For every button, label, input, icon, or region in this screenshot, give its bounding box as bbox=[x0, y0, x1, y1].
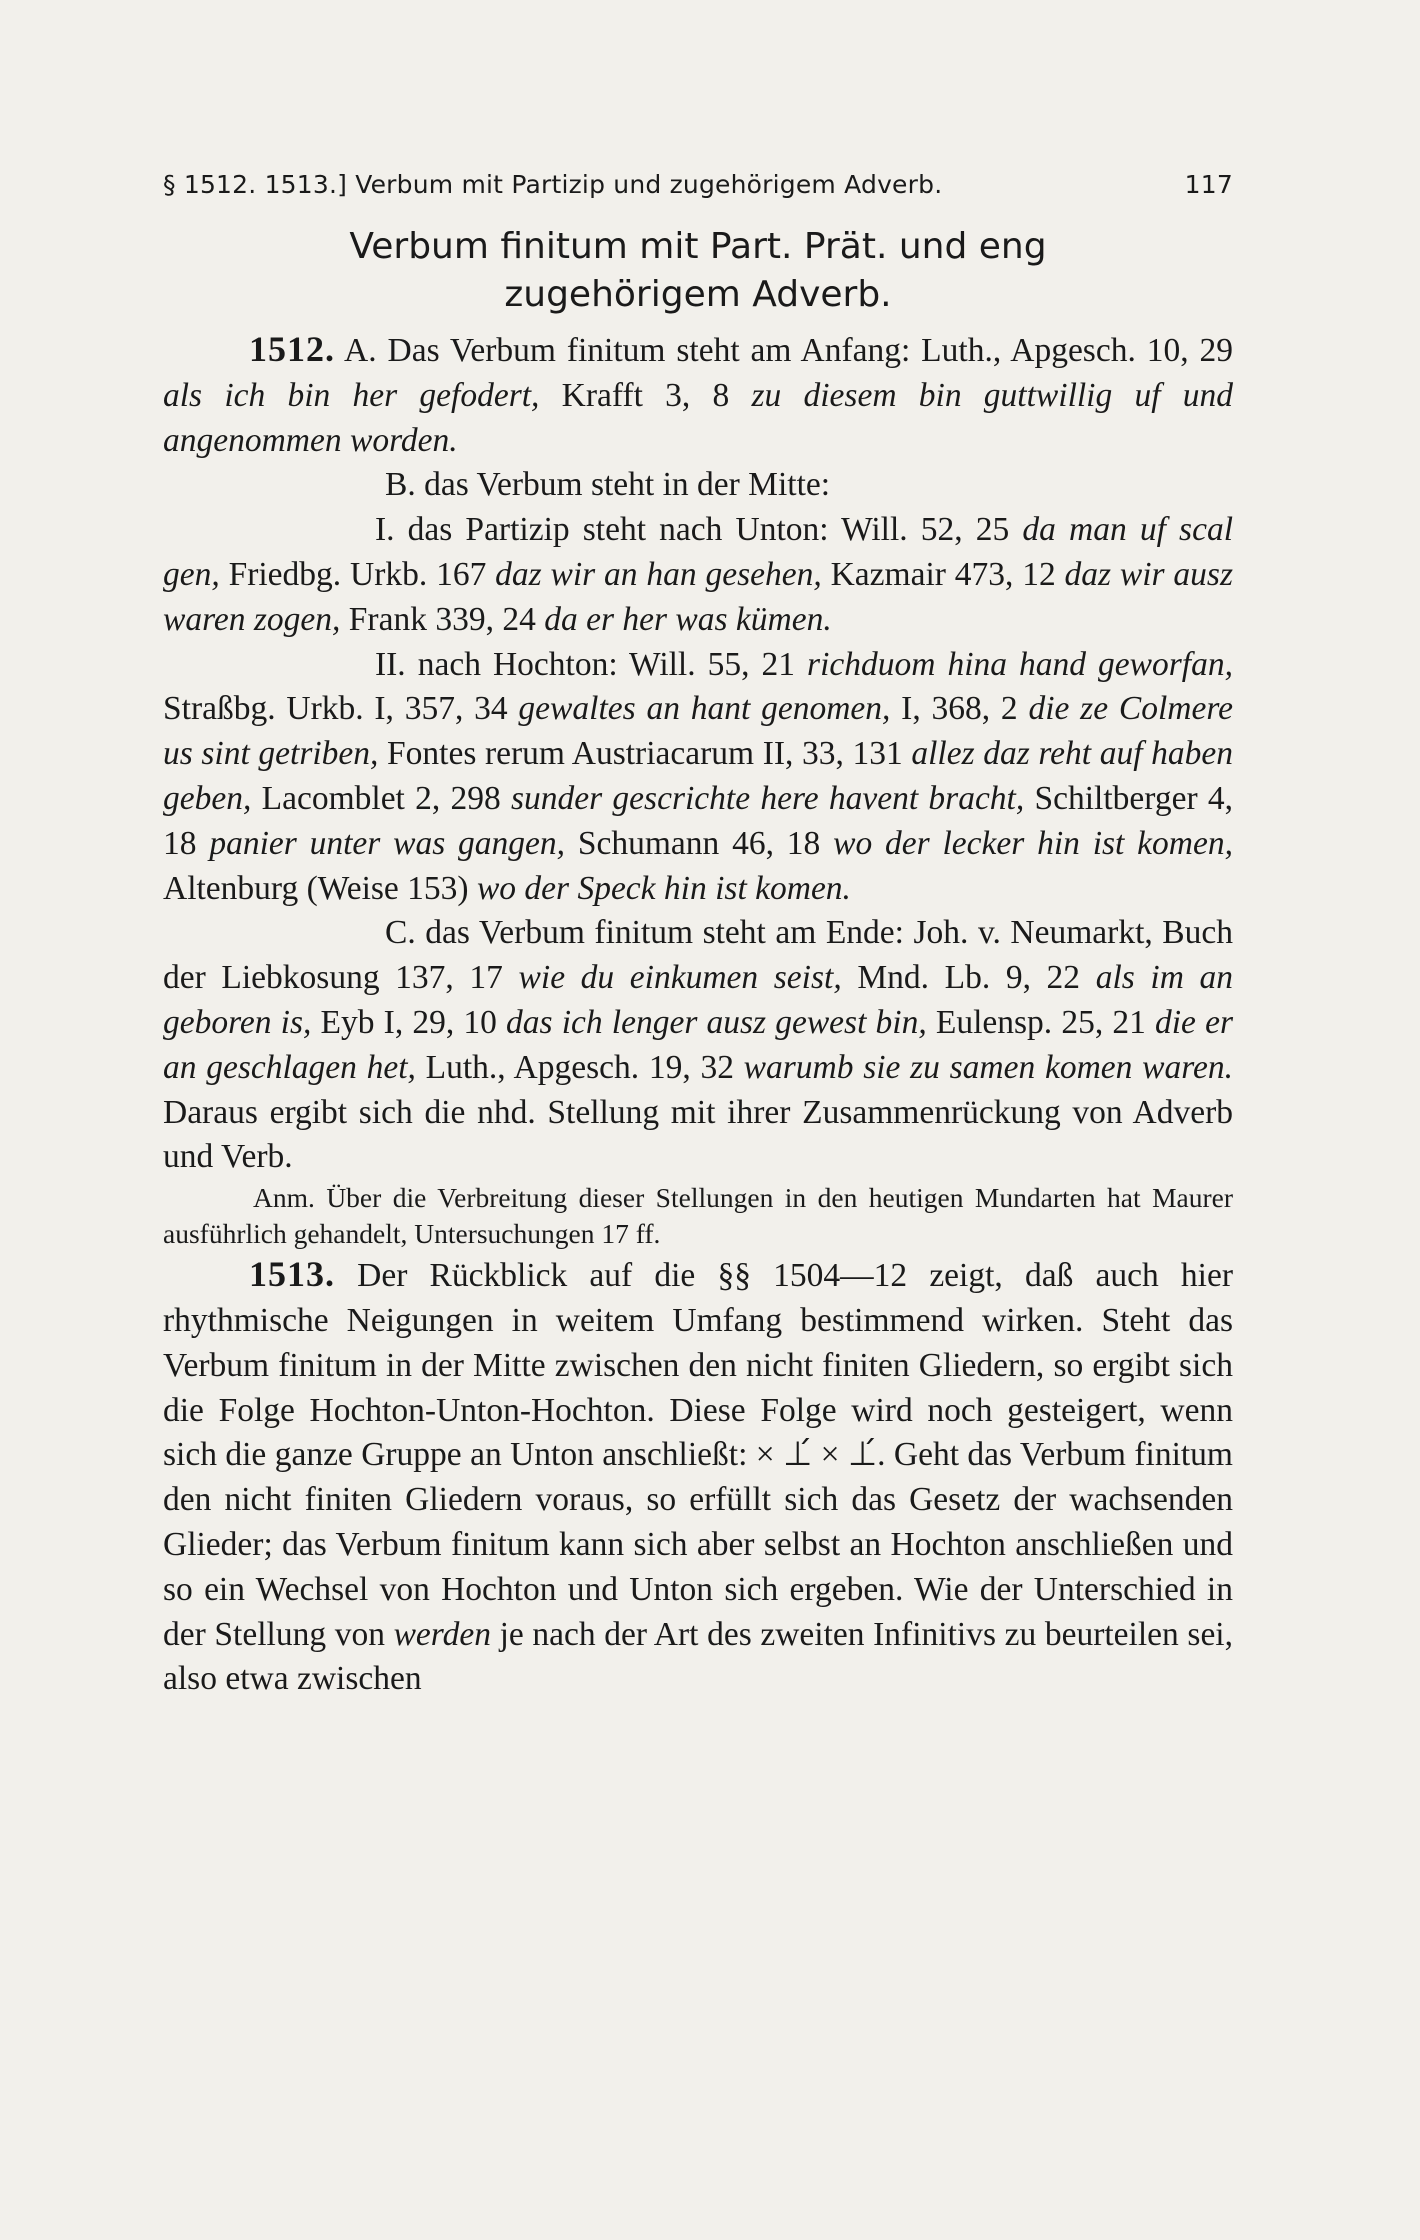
page bbox=[163, 170, 1233, 1702]
example: als im an geboren is, bbox=[163, 959, 1234, 1041]
paragraph-1512-b2 bbox=[163, 643, 1233, 912]
example: warumb sie zu samen komen waren. bbox=[743, 1048, 1233, 1086]
text: Fontes rerum Austriacarum II, 33, 131 bbox=[378, 735, 912, 773]
text: Lacomblet 2, 298 bbox=[251, 779, 511, 817]
paragraph-1512-a bbox=[163, 327, 1233, 463]
example: das ich lenger ausz gewest bin, bbox=[506, 1003, 927, 1041]
example: wie du einkumen seist, bbox=[518, 959, 842, 997]
example: daz wir ausz waren zogen, bbox=[163, 555, 1233, 638]
example: wo der Speck hin ist komen. bbox=[476, 869, 851, 907]
text: je nach der Art des zweiten Infinitivs zu beurteilen sei, also etwa zwischen bbox=[163, 1615, 1233, 1698]
text: Altenburg (Weise 153) bbox=[163, 869, 477, 907]
example: sunder gescrichte here havent bracht, bbox=[510, 779, 1025, 817]
text: Eulensp. 25, 21 bbox=[926, 1003, 1155, 1041]
text: I, 368, 2 bbox=[890, 690, 1029, 728]
running-head-title: § 1512. 1513.] Verbum mit Partizip und zugehörigem Adverb. bbox=[163, 170, 943, 199]
text: Mnd. Lb. 9, 22 bbox=[841, 959, 1096, 997]
example: gewaltes an hant genomen, bbox=[518, 690, 891, 728]
text: Krafft 3, 8 bbox=[539, 376, 752, 414]
text: Schiltberger 4, 18 bbox=[163, 779, 1233, 862]
text: I. das Partizip steht nach Unton: Will. 52, 25 bbox=[375, 511, 1023, 549]
text: Frank 339, 24 bbox=[340, 600, 545, 638]
paragraph-1512-c bbox=[163, 911, 1233, 1180]
paragraph-1512-b1 bbox=[163, 508, 1233, 642]
text: Eyb I, 29, 10 bbox=[311, 1003, 507, 1041]
example: werden bbox=[393, 1615, 491, 1653]
example: daz wir an han gesehen, bbox=[495, 555, 822, 593]
running-head bbox=[163, 170, 1233, 199]
example: allez daz reht auf haben geben, bbox=[163, 735, 1233, 817]
example: als ich bin her gefodert, bbox=[163, 376, 540, 414]
text: Der Rückblick auf die §§ 1504—12 zeigt, daß auch hier rhythmische Neigungen in weitem Umfang bestimmend wirken. Steht das Verbum finitum in der Mitte zwischen den nicht finiten Gliedern, so ergibt sich die Folge Hochton-Unton-Hochton. Diese Folge wird noch gesteigert, wenn sich die ganze Gruppe an Unton anschließt: × ⊥́ × ⊥́. Geht das Verbum finitum den nicht finiten Gliedern voraus, so erfüllt sich das Gesetz der wachsenden Glieder; das Verbum finitum kann sich aber selbst an Hochton anschließen und so ein Wechsel von Hochton und Unton sich ergeben. Wie der Unterschied in der Stellung von bbox=[163, 1257, 1233, 1653]
page-number: 117 bbox=[1184, 170, 1233, 199]
paragraph-1512-b: B. das Verbum steht in der Mitte: bbox=[385, 466, 831, 504]
text: Schumann 46, 18 bbox=[565, 824, 834, 862]
section-title-line1: Verbum finitum mit Part. Prät. und eng bbox=[349, 226, 1047, 267]
example: die er an geschlagen het, bbox=[163, 1003, 1233, 1086]
example: wo der lecker hin ist komen, bbox=[833, 824, 1233, 862]
text: A. Das Verbum finitum steht am Anfang: Luth., Apgesch. 10, 29 bbox=[335, 332, 1233, 369]
example: zu diesem bin guttwillig uf und angenommen worden. bbox=[163, 376, 1234, 459]
paragraph-1513 bbox=[163, 1252, 1233, 1702]
note-1512: Anm. Über die Verbreitung dieser Stellungen in den heutigen Mundarten hat Maurer ausführlich gehandelt, Untersuchungen 17 ff. bbox=[163, 1182, 1233, 1250]
text: II. nach Hochton: Will. 55, 21 bbox=[375, 645, 808, 683]
text: Luth., Apgesch. 19, 32 bbox=[415, 1048, 744, 1086]
section-title bbox=[163, 223, 1233, 319]
example: da man uf scal gen, bbox=[163, 511, 1234, 593]
text: Kazmair 473, 12 bbox=[821, 555, 1065, 593]
example: da er her was kümen. bbox=[544, 600, 832, 638]
text: Daraus ergibt sich die nhd. Stellung mit ihrer Zusammenrückung von Adverb und Verb. bbox=[163, 1093, 1233, 1176]
section-number-1512: 1512. bbox=[249, 329, 335, 369]
text: Straßbg. Urkb. I, 357, 34 bbox=[163, 690, 519, 728]
example: die ze Colmere us sint getriben, bbox=[163, 690, 1233, 773]
body-text bbox=[163, 327, 1233, 1702]
section-title-line2: zugehörigem Adverb. bbox=[504, 274, 892, 315]
example: richduom hina hand geworfan, bbox=[807, 645, 1233, 683]
example: panier unter was gangen, bbox=[209, 824, 566, 862]
text: Friedbg. Urkb. 167 bbox=[219, 555, 496, 593]
section-number-1513: 1513. bbox=[249, 1254, 335, 1295]
text: C. das Verbum finitum steht am Ende: Joh. v. Neumarkt, Buch der Liebkosung 137, 17 bbox=[163, 914, 1233, 997]
